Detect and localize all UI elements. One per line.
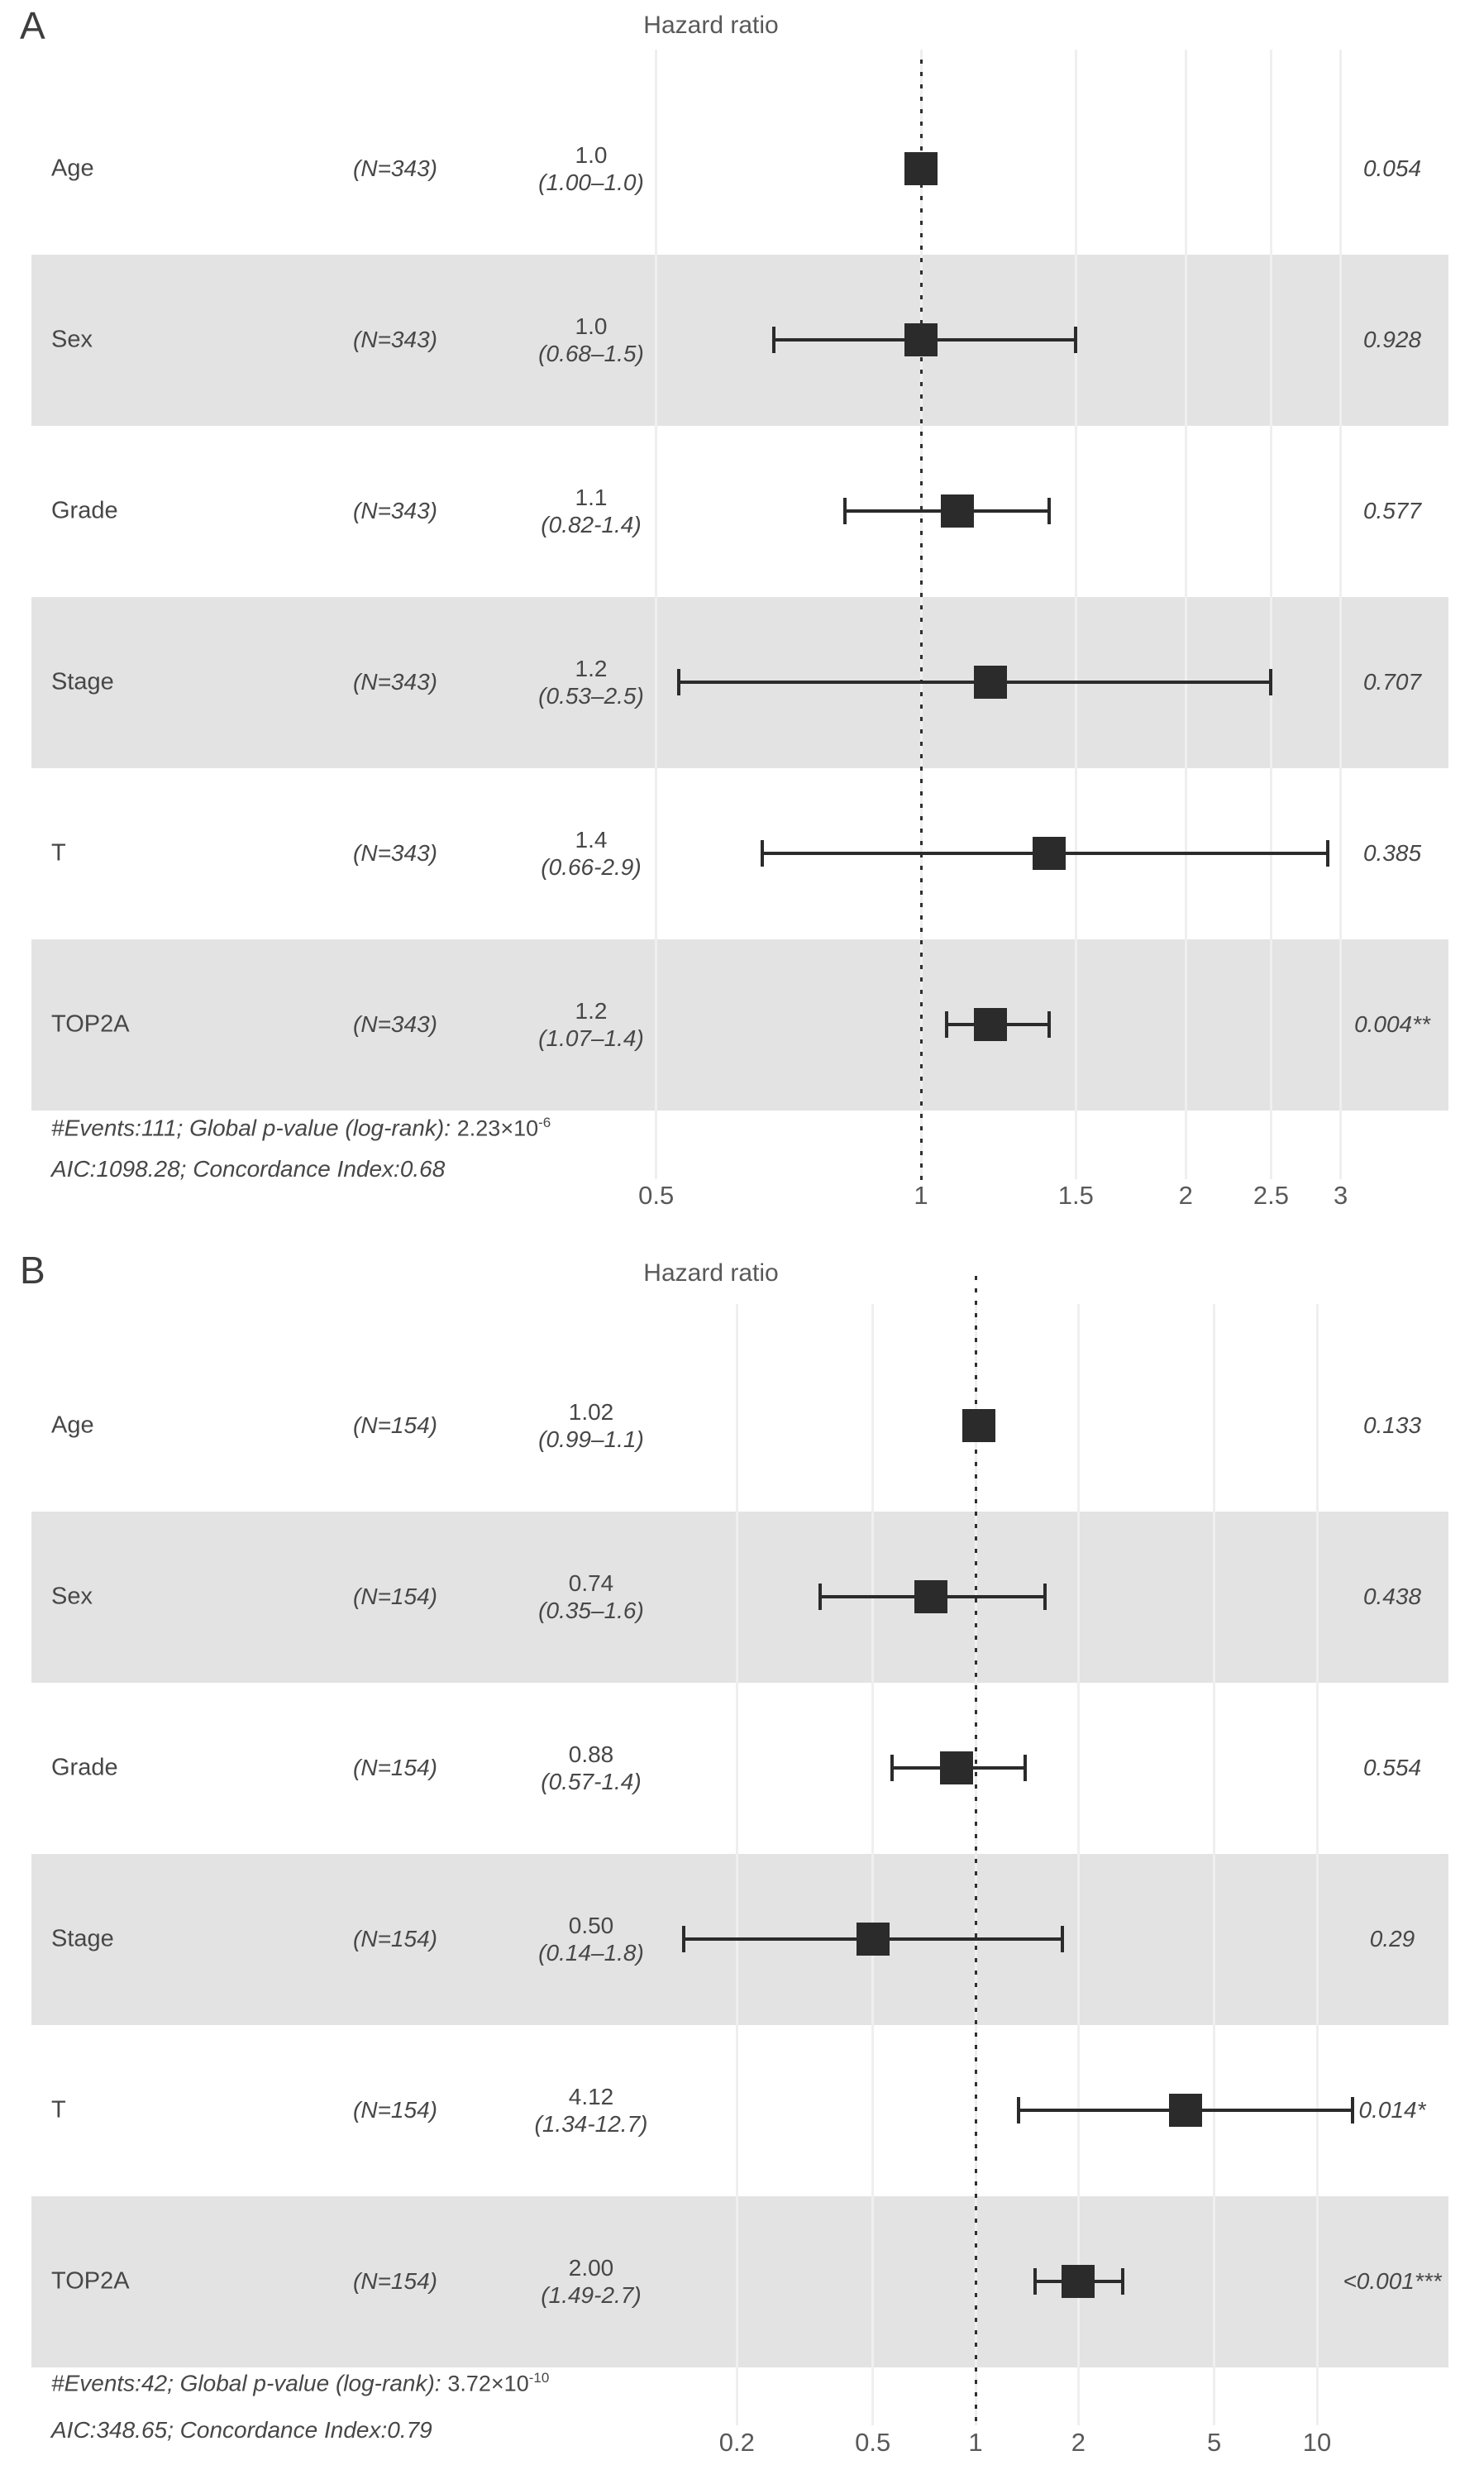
x-axis-tick-label: 2 <box>1071 2428 1086 2457</box>
hazard-ratio-value: 1.1 <box>575 485 608 510</box>
x-axis-tick-label: 1 <box>968 2428 983 2457</box>
confidence-interval-text: (0.66-2.9) <box>541 854 642 880</box>
panel-b-title: Hazard ratio <box>643 1259 779 1287</box>
row-p-value: 0.29 <box>1369 1926 1415 1951</box>
row-p-value: 0.054 <box>1362 155 1422 181</box>
confidence-interval-text: (0.68–1.5) <box>538 341 644 366</box>
hazard-ratio-value: 1.4 <box>575 827 608 853</box>
row-n-label: (N=343) <box>353 669 437 695</box>
row-p-value: 0.133 <box>1362 1412 1422 1438</box>
row-variable-label: Age <box>51 1412 94 1439</box>
row-p-value: 0.928 <box>1362 327 1422 352</box>
row-p-value: 0.004** <box>1354 1011 1430 1037</box>
row-variable-label: Sex <box>51 1583 93 1610</box>
panel-b-axis <box>0 1225 1484 2465</box>
row-n-label: (N=154) <box>353 1755 437 1780</box>
x-axis-tick-label: 2 <box>1178 1181 1193 1210</box>
confidence-interval-text: (1.07–1.4) <box>538 1025 644 1051</box>
confidence-interval-text: (0.99–1.1) <box>538 1426 644 1452</box>
confidence-interval-text: (0.35–1.6) <box>538 1598 644 1623</box>
x-axis-tick-label: 0.5 <box>855 2428 891 2457</box>
x-axis-tick-label: 1.5 <box>1057 1181 1094 1210</box>
row-variable-label: Grade <box>51 497 118 524</box>
panel-a-footnote-aic: AIC:1098.28; Concordance Index:0.68 <box>51 1156 446 1182</box>
row-variable-label: Grade <box>51 1754 118 1781</box>
hazard-ratio-value: 1.0 <box>575 142 608 168</box>
panel-b-footnote-aic: AIC:348.65; Concordance Index:0.79 <box>51 2417 432 2443</box>
hazard-ratio-value: 0.88 <box>568 1741 614 1767</box>
x-axis-tick-label: 0.5 <box>638 1181 675 1210</box>
confidence-interval-text: (0.53–2.5) <box>538 683 644 709</box>
x-axis-tick-label: 1 <box>914 1181 928 1210</box>
row-p-value: 0.554 <box>1362 1755 1422 1780</box>
row-n-label: (N=343) <box>353 1011 437 1037</box>
row-variable-label: Stage <box>51 668 114 695</box>
panel-a-axis <box>0 0 1484 1225</box>
row-variable-label: T <box>51 2096 66 2123</box>
row-variable-label: TOP2A <box>51 2267 130 2295</box>
panel-a-label: A <box>20 4 45 47</box>
x-axis-tick-label: 3 <box>1334 1181 1348 1210</box>
confidence-interval-text: (1.49-2.7) <box>541 2282 642 2308</box>
x-axis-tick-label: 5 <box>1207 2428 1222 2457</box>
footnote-global-p-exponent: -10 <box>528 2370 550 2386</box>
row-n-label: (N=343) <box>353 155 437 181</box>
row-n-label: (N=154) <box>353 2097 437 2123</box>
row-p-value: 0.438 <box>1362 1584 1422 1609</box>
confidence-interval-text: (0.57-1.4) <box>541 1769 642 1794</box>
panel-b <box>0 1225 1484 2465</box>
footnote-events-text: #Events:111; Global p-value (log-rank): <box>51 1115 457 1141</box>
footnote-events-text: #Events:42; Global p-value (log-rank): <box>51 2370 448 2396</box>
row-variable-label: Age <box>51 155 94 182</box>
panel-a <box>0 0 1484 1225</box>
confidence-interval-text: (0.14–1.8) <box>538 1940 644 1966</box>
x-axis-tick-label: 10 <box>1302 2428 1332 2457</box>
row-variable-label: Stage <box>51 1925 114 1952</box>
confidence-interval-text: (1.34-12.7) <box>534 2111 648 2137</box>
row-n-label: (N=154) <box>353 2268 437 2294</box>
row-n-label: (N=154) <box>353 1412 437 1438</box>
x-axis-tick-label: 0.2 <box>718 2428 755 2457</box>
hazard-ratio-value: 1.2 <box>575 656 608 681</box>
hazard-ratio-value: 0.50 <box>568 1913 614 1938</box>
row-n-label: (N=343) <box>353 498 437 523</box>
row-n-label: (N=343) <box>353 840 437 866</box>
row-p-value: 0.014* <box>1358 2097 1426 2123</box>
row-n-label: (N=343) <box>353 327 437 352</box>
row-variable-label: Sex <box>51 326 93 353</box>
hazard-ratio-value: 1.0 <box>575 313 608 339</box>
row-variable-label: T <box>51 839 66 867</box>
x-axis-tick-label: 2.5 <box>1253 1181 1289 1210</box>
hazard-ratio-value: 2.00 <box>568 2255 614 2281</box>
hazard-ratio-value: 0.74 <box>568 1570 614 1596</box>
confidence-interval-text: (0.82-1.4) <box>541 512 642 537</box>
footnote-global-p-value: 3.72×10 <box>447 2371 529 2396</box>
confidence-interval-text: (1.00–1.0) <box>538 170 644 195</box>
row-p-value: 0.577 <box>1362 498 1422 523</box>
hazard-ratio-value: 1.02 <box>568 1399 614 1425</box>
hazard-ratio-value: 1.2 <box>575 998 608 1024</box>
footnote-global-p-exponent: -6 <box>538 1115 551 1130</box>
row-variable-label: TOP2A <box>51 1010 130 1038</box>
panel-a-title: Hazard ratio <box>643 12 779 39</box>
row-p-value: 0.707 <box>1362 669 1422 695</box>
row-p-value: 0.385 <box>1362 840 1422 866</box>
row-n-label: (N=154) <box>353 1926 437 1951</box>
panel-b-label: B <box>20 1249 45 1292</box>
row-n-label: (N=154) <box>353 1584 437 1609</box>
row-p-value: <0.001*** <box>1343 2268 1442 2294</box>
footnote-global-p-value: 2.23×10 <box>456 1115 539 1141</box>
hazard-ratio-value: 4.12 <box>568 2084 614 2109</box>
